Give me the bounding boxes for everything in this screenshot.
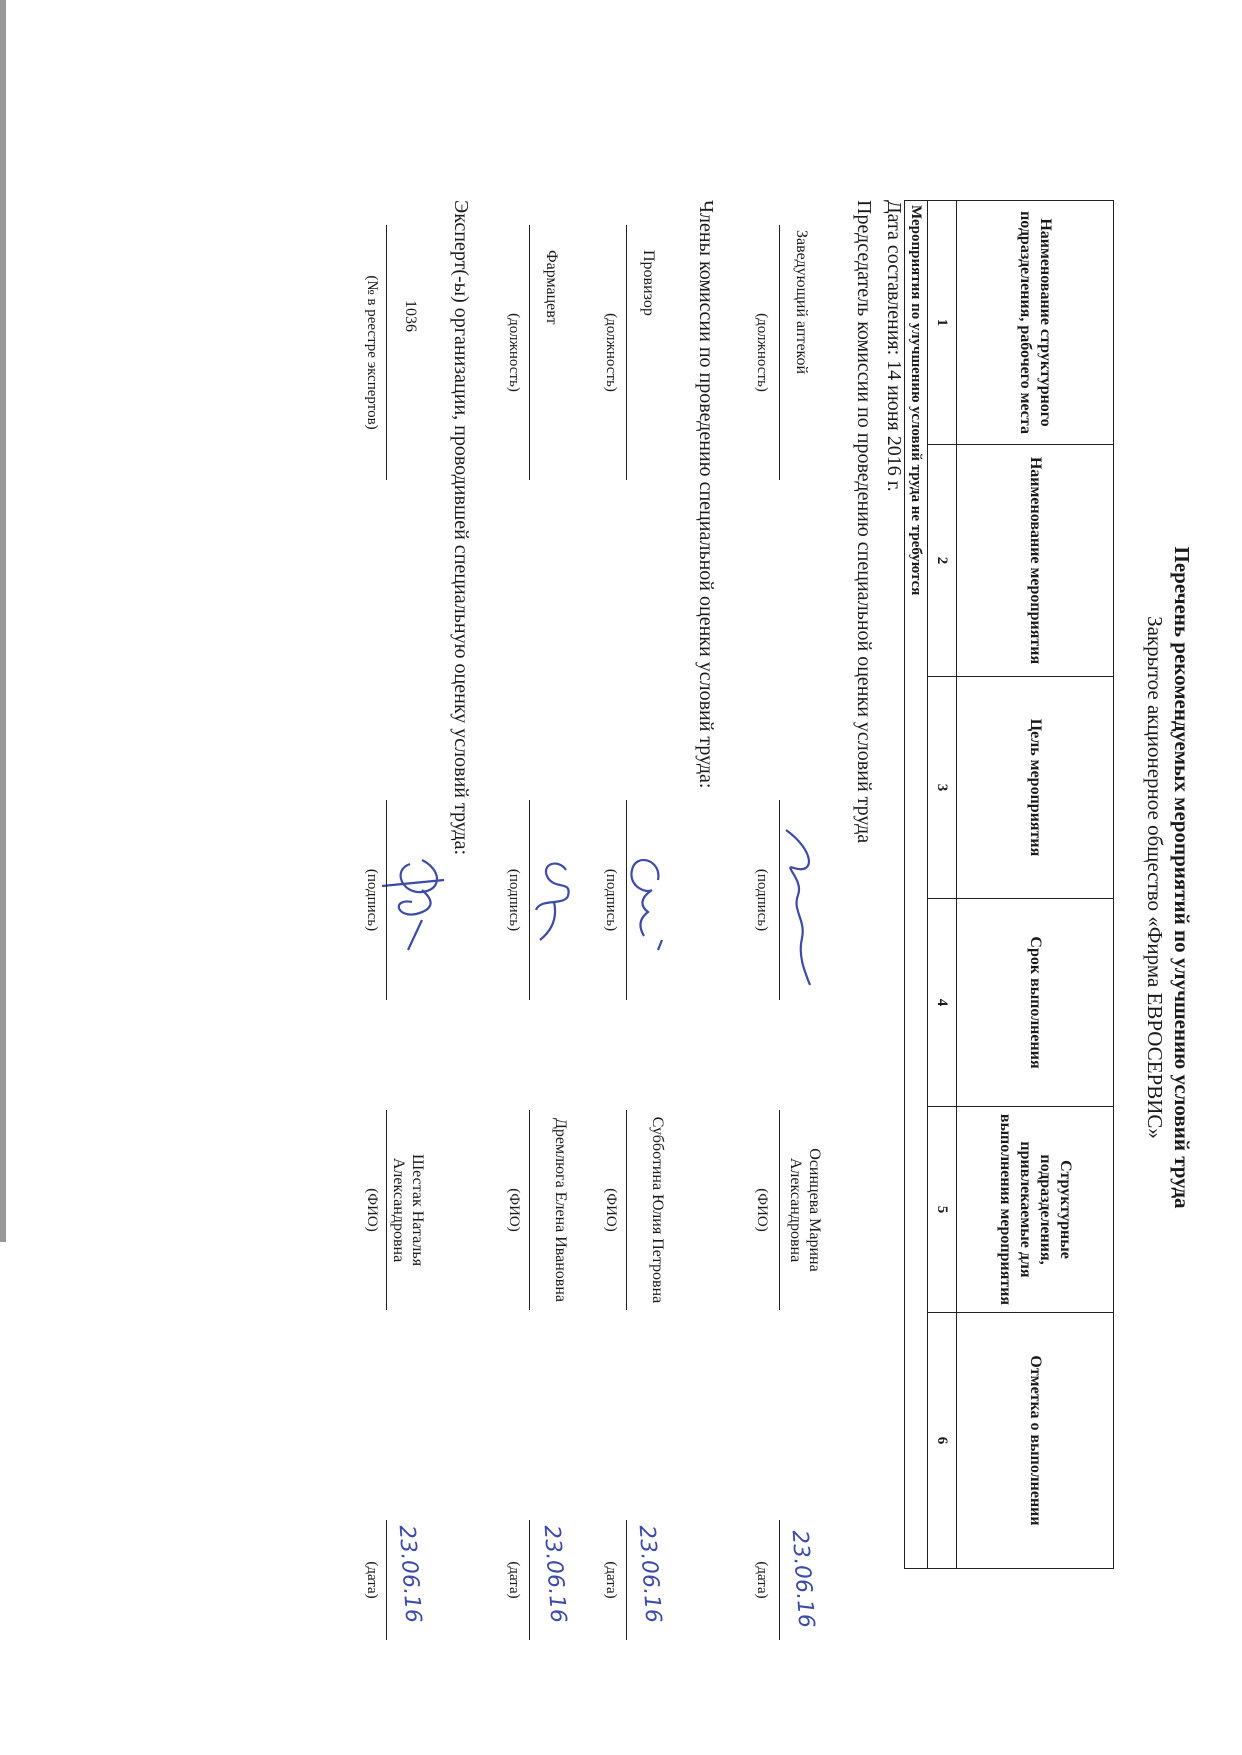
registry-caption: (№ в реестре экспертов) [364,275,380,430]
table-header-row [957,201,1114,1569]
member-name: Дремлюга Елена Ивановна [552,1117,569,1303]
column-number: 2 [928,445,957,677]
chairman-name: Осинцева Марина Александровна [787,1148,823,1272]
member-position: Провизор [640,250,657,316]
chairman-date-handwritten: 23.06.16 [786,1529,819,1629]
position-line [529,225,530,480]
column-header: Структурные подразделения, привлекаемые для выполнения мероприятия [957,1107,1114,1313]
signature-caption: (подпись) [506,868,522,932]
date-caption: (дата) [364,1561,380,1599]
table-note: Мероприятия по улучшению условий труда не требуются [905,201,928,1569]
column-number: 6 [928,1313,957,1569]
expert-registry-number: 1036 [402,300,419,332]
expert-signature [377,840,452,970]
name-caption: (ФИО) [603,1188,619,1232]
position-line [626,225,627,480]
position-caption: (должность) [603,313,619,392]
name-caption: (ФИО) [754,1188,770,1232]
expert-heading: Эксперт(-ы) организации, проводившей специальную оценку условий труда: [450,200,472,856]
document-subtitle: Закрытое акционерное общество «Фирма ЕВРОСЕРВИС» [1143,616,1167,1139]
name-line [386,1110,387,1310]
document-title: Перечень рекомендуемых мероприятий по улучшению условий труда [1170,546,1194,1209]
registry-line [386,225,387,480]
signature-line [779,800,780,1000]
column-number: 1 [928,201,957,445]
member-date-handwritten: 23.06.16 [633,1524,666,1624]
date-caption: (дата) [603,1561,619,1599]
column-number: 4 [928,899,957,1107]
members-heading: Члены комиссии по проведению специальной оценки условий труда: [695,200,717,789]
measures-table [904,200,1114,1569]
signature-line [386,800,387,1000]
date-line-rule [626,1520,627,1640]
date-line-rule [529,1520,530,1640]
date-line: Дата составления: 14 июня 2016 г. [883,200,905,492]
member-position: Фармацевт [543,250,560,325]
table-note-row [905,201,928,1569]
name-caption: (ФИО) [506,1188,522,1232]
column-header: Отметка о выполнении [957,1313,1114,1569]
name-line [626,1110,627,1310]
date-line-rule [386,1520,387,1640]
signature-caption: (подпись) [364,868,380,932]
column-header: Цель мероприятия [957,677,1114,899]
date-caption: (дата) [754,1561,770,1599]
column-header: Наименование структурного подразделения, рабочего места [957,201,1114,445]
member-signature [525,840,580,970]
member-date-handwritten: 23.06.16 [538,1524,571,1624]
name-line [779,1110,780,1310]
signature-line [626,800,627,1000]
expert-date-handwritten: 23.06.16 [393,1524,426,1624]
chairman-heading: Председатель комиссии по проведению специальной оценки условий труда [853,200,875,844]
name-line [529,1110,530,1310]
member-signature [622,840,670,970]
date-line-rule [779,1520,780,1640]
name-caption: (ФИО) [364,1188,380,1232]
column-number: 3 [928,677,957,899]
table-number-row [928,201,957,1569]
date-caption: (дата) [506,1561,522,1599]
position-caption: (должность) [754,313,770,392]
column-number: 5 [928,1107,957,1313]
signature-caption: (подпись) [603,868,619,932]
position-line [779,225,780,480]
column-header: Срок выполнения [957,899,1114,1107]
position-caption: (должность) [506,313,522,392]
signature-caption: (подпись) [754,868,770,932]
member-name: Субботина Юлия Петровна [649,1116,666,1304]
column-header: Наименование мероприятия [957,445,1114,677]
chairman-position: Заведующий аптекой [793,230,810,375]
signature-line [529,800,530,1000]
expert-name: Шестак Наталья Александровна [390,1153,426,1267]
chairman-signature [774,820,824,990]
